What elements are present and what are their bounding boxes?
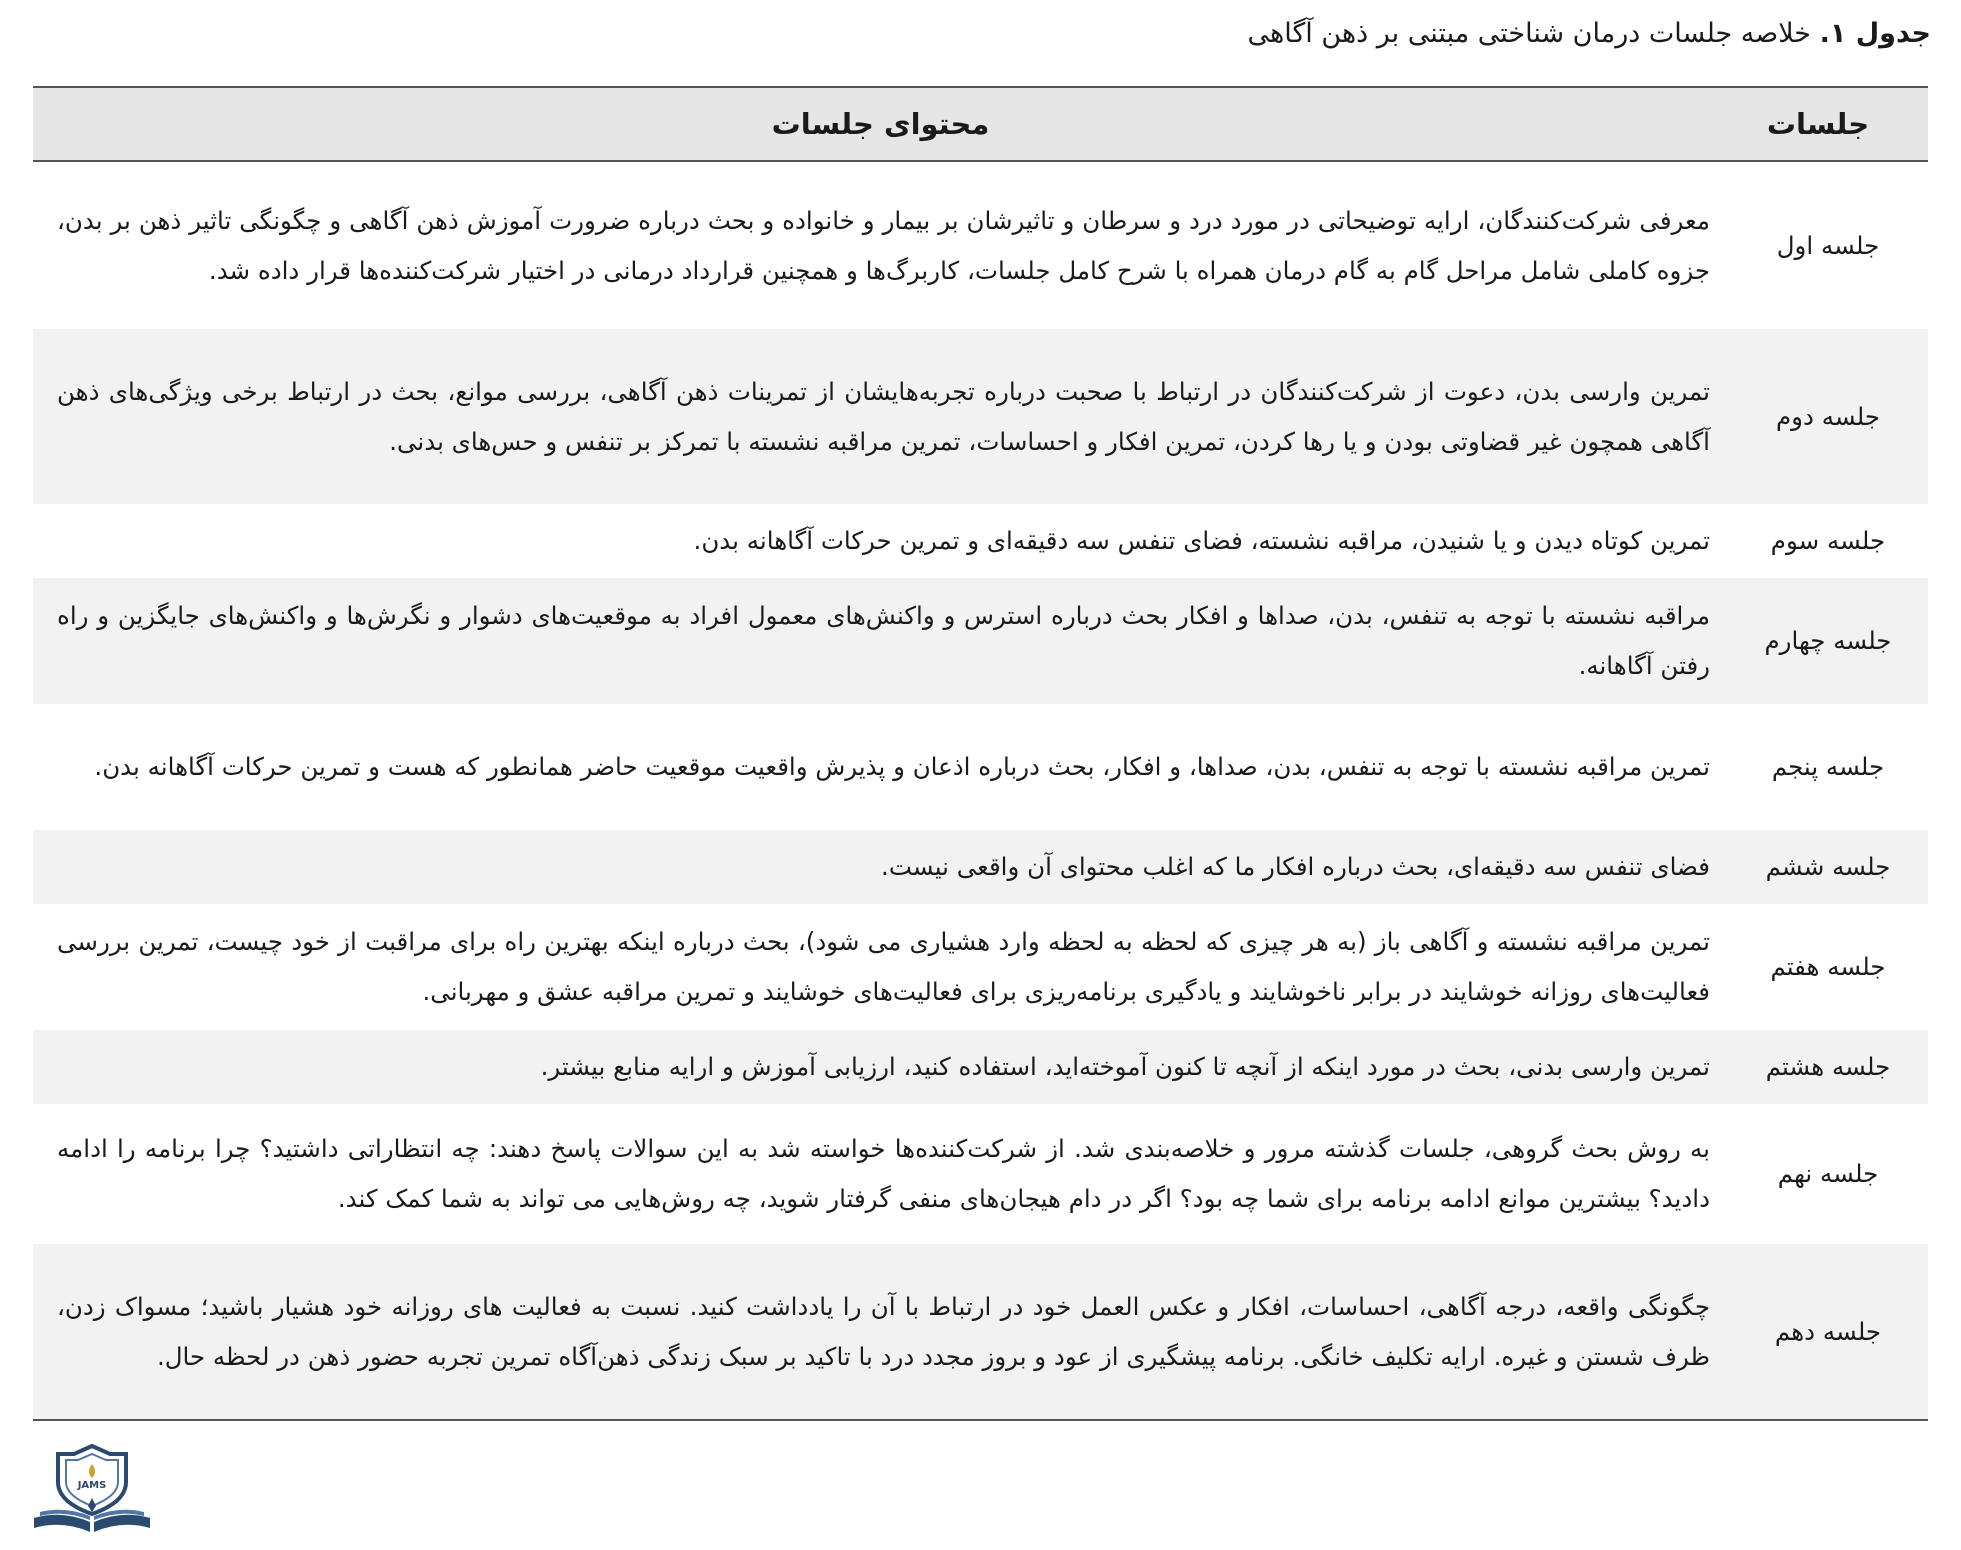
session-content-cell — [33, 1030, 1728, 1104]
jams-logo-text: JAMS — [77, 1480, 107, 1491]
table-row — [33, 329, 1928, 504]
table-row — [33, 904, 1928, 1030]
session-content-cell — [33, 1104, 1728, 1244]
session-name: جلسه ششم — [1728, 830, 1928, 904]
table-row — [33, 578, 1928, 704]
sessions-table — [33, 88, 1928, 1419]
table-row — [33, 1244, 1928, 1419]
session-content: فضای تنفس سه دقیقه‌ای، بحث درباره افکار ما که اغلب محتوای آن واقعی نیست. — [881, 852, 1710, 881]
caption-label: جدول ۱. — [1819, 18, 1931, 49]
table-caption — [30, 12, 1931, 56]
session-name: جلسه دهم — [1728, 1244, 1928, 1419]
table-row — [33, 1030, 1928, 1104]
caption-text: خلاصه جلسات درمان شناختی مبتنی بر ذهن آگاهی — [1247, 18, 1820, 49]
session-content-cell — [33, 329, 1728, 504]
session-content-cell — [33, 1244, 1728, 1419]
header-session-content: محتوای جلسات — [33, 88, 1728, 161]
session-content: تمرین وارسی بدنی، بحث در مورد اینکه از آنچه تا کنون آموخته‌اید، استفاده کنید، ارزیابی آموزش و ارایه منابع بیشتر. — [540, 1052, 1710, 1081]
session-content: چگونگی واقعه، درجه آگاهی، احساسات، افکار و عکس العمل خود در ارتباط با آن را یادداشت کنید. نسبت به فعالیت های روزانه خود هشیار باشید؛ مسواک زدن، ظرف شستن و غیره. ارایه تکلیف خانگی. برنامه پیشگیری از عود و بروز مجدد درد با تاکید بر سبک زندگی ذهن‌آگاه تمرین تجربه حضور ذهن در لحظه حال. — [57, 1291, 1710, 1371]
session-name: جلسه هشتم — [1728, 1030, 1928, 1104]
session-content: معرفی شرکت‌کنندگان، ارایه توضیحاتی در مورد درد و سرطان و تاثیرشان بر بیمار و خانواده و بحث درباره ضرورت آموزش ذهن آگاهی و چگونگی تاثیر ذهن بر بدن، جزوه کاملی شامل مراحل گام به گام درمان همراه با شرح کامل جلسات، کاربرگ‌ها و همچنین قرارداد درمانی در اختیار شرکت‌کننده‌ها قرار داده شد. — [57, 205, 1710, 285]
session-content-cell — [33, 578, 1728, 704]
session-name: جلسه چهارم — [1728, 578, 1928, 704]
header-sessions: جلسات — [1728, 88, 1928, 161]
session-content: تمرین وارسی بدن، دعوت از شرکت‌کنندگان در ارتباط با صحبت درباره تجربه‌هایشان از تمرینات ذهن آگاهی، بررسی موانع، بحث در ارتباط برخی ویژگی‌های ذهن آگاهی همچون غیر قضاوتی بودن و یا رها کردن، تمرین افکار و احساسات، تمرین مراقبه نشسته با تمرکز بر تنفس و حس‌های بدنی. — [57, 376, 1710, 456]
session-name: جلسه سوم — [1770, 526, 1886, 555]
table-row — [33, 161, 1928, 329]
session-name: جلسه اول — [1776, 230, 1880, 260]
session-content-cell — [33, 830, 1728, 904]
sessions-table-wrapper — [33, 86, 1928, 1421]
session-content: مراقبه نشسته با توجه به تنفس، بدن، صداها و افکار بحث درباره استرس و واکنش‌های معمول افراد به موقعیت‌های دشوار و نگرش‌ها و واکنش‌های جایگزین و راه رفتن آگاهانه. — [57, 601, 1710, 680]
session-content-cell — [33, 904, 1728, 1030]
session-content-cell — [33, 161, 1728, 329]
session-name: جلسه دوم — [1728, 329, 1928, 504]
session-content: به روش بحث گروهی، جلسات گذشته مرور و خلاصه‌بندی شد. از شرکت‌کننده‌ها خواسته شد به این سوالات پاسخ دهند: چه انتظاراتی داشتید؟ چرا برنامه را ادامه دادید؟ بیشترین موانع ادامه برنامه برای شما چه بود؟ اگر در دام هیجان‌های منفی گرفتار شوید، چه روش‌هایی می تواند به شما کمک کند. — [57, 1134, 1710, 1213]
jams-logo — [30, 1440, 154, 1540]
session-name: جلسه پنجم — [1771, 752, 1885, 781]
session-content: تمرین مراقبه نشسته و آگاهی باز (به هر چیزی که لحظه به لحظه وارد هشیاری می شود)، بحث درباره اینکه بهترین راه برای مراقبت از خود چیست، تمرین بررسی فعالیت‌های روزانه خوشایند در برابر ناخوشایند و یادگیری برنامه‌ریزی برای فعالیت‌های خوشایند و تمرین مراقبه عشق و مهربانی. — [57, 927, 1710, 1006]
session-content-cell — [33, 704, 1728, 830]
session-content: تمرین کوتاه دیدن و یا شنیدن، مراقبه نشسته، فضای تنفس سه دقیقه‌ای و تمرین حرکات آگاهانه بدن. — [693, 526, 1710, 555]
table-row — [33, 1104, 1928, 1244]
session-name: جلسه نهم — [1777, 1159, 1879, 1188]
table-row — [33, 830, 1928, 904]
table-header-row — [33, 88, 1928, 161]
session-name: جلسه هفتم — [1770, 952, 1886, 981]
table-row — [33, 704, 1928, 830]
session-content-cell — [33, 504, 1728, 578]
session-content: تمرین مراقبه نشسته با توجه به تنفس، بدن، صداها، و افکار، بحث درباره اذعان و پذیرش واقعیت موقعیت حاضر همانطور که هست و تمرین حرکات آگاهانه بدن. — [94, 752, 1710, 781]
table-row — [33, 504, 1928, 578]
